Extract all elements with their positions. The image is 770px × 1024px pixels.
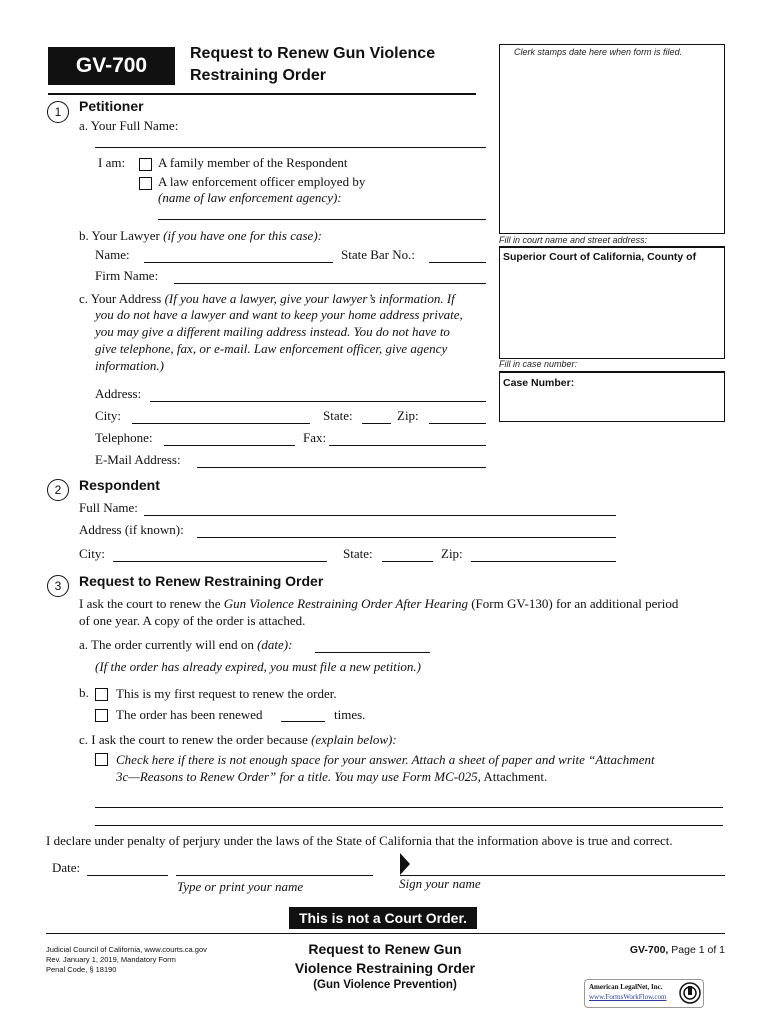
renew-intro-line1: I ask the court to renew the Gun Violence Restraining Order After Hearing (Form GV-130) for an additional period — [79, 596, 679, 611]
page-number: GV-700, Page 1 of 1 — [629, 944, 725, 956]
firm-name-label: Firm Name: — [95, 268, 159, 283]
address-instructions-5: information.) — [95, 358, 164, 373]
agency-hint: (name of law enforcement agency): — [158, 190, 342, 205]
reasons-line-1[interactable] — [95, 807, 723, 808]
respondent-state-field[interactable] — [382, 561, 433, 562]
expired-note: (If the order has already expired, you must file a new petition.) — [95, 659, 422, 674]
petitioner-name-field[interactable] — [95, 147, 486, 148]
telephone-label: Telephone: — [95, 430, 153, 445]
respondent-address-field[interactable] — [197, 537, 616, 538]
form-id-badge: GV-700 — [48, 47, 175, 85]
signature-caption: Sign your name — [399, 876, 481, 891]
city-field[interactable] — [132, 423, 310, 424]
vendor-name: American LegalNet, Inc. — [589, 983, 663, 991]
respondent-zip-field[interactable] — [471, 561, 616, 562]
vendor-stamp — [584, 979, 704, 1008]
city-label: City: — [95, 408, 122, 423]
first-request-label: This is my first request to renew the order. — [116, 686, 337, 701]
respondent-state-label: State: — [343, 546, 373, 561]
form-title-line2: Restraining Order — [190, 67, 327, 84]
firm-name-field[interactable] — [174, 283, 486, 284]
case-label: Fill in case number: — [499, 359, 578, 369]
law-enforcement-label: A law enforcement officer employed by — [158, 174, 366, 189]
footer-left-2: Rev. January 1, 2019, Mandatory Form — [46, 955, 176, 964]
zip-label: Zip: — [397, 408, 419, 423]
family-member-checkbox[interactable] — [139, 158, 152, 171]
respondent-name-label: Full Name: — [79, 500, 138, 515]
clerk-stamp-box — [499, 44, 725, 234]
vendor-logo-icon — [679, 982, 701, 1004]
reasons-line-2[interactable] — [95, 825, 723, 826]
respondent-address-label: Address (if known): — [79, 522, 184, 537]
declaration-text: I declare under penalty of perjury under the laws of the State of California that the information above is true and correct. — [46, 833, 673, 848]
signature-arrow-icon — [400, 853, 410, 875]
zip-field[interactable] — [429, 423, 486, 424]
end-date-field[interactable] — [315, 652, 430, 653]
header-rule — [48, 93, 476, 95]
case-number-label: Case Number: — [503, 377, 575, 389]
times-renewed-field[interactable] — [281, 721, 325, 722]
i-am-label: I am: — [98, 155, 126, 170]
respondent-name-field[interactable] — [144, 515, 616, 516]
print-name-caption: Type or print your name — [177, 879, 304, 894]
address-instructions-1: c. Your Address (If you have a lawyer, give your lawyer’s information. If — [79, 291, 455, 306]
fax-label: Fax: — [303, 430, 327, 445]
court-label: Fill in court name and street address: — [499, 235, 648, 245]
family-member-label: A family member of the Respondent — [158, 155, 348, 170]
law-enforcement-checkbox[interactable] — [139, 177, 152, 190]
footer-title-1: Request to Renew Gun — [308, 941, 462, 957]
email-field[interactable] — [197, 467, 486, 468]
state-field[interactable] — [362, 423, 391, 424]
respondent-city-field[interactable] — [113, 561, 327, 562]
section-1-title: Petitioner — [79, 98, 144, 114]
address-instructions-3: you may give a different mailing address instead. You do not have to — [95, 324, 450, 339]
court-name: Superior Court of California, County of — [503, 251, 697, 263]
fax-field[interactable] — [329, 445, 486, 446]
address-label: Address: — [95, 386, 142, 401]
first-request-checkbox[interactable] — [95, 688, 108, 701]
address-instructions-2: you do not have a lawyer and want to keep your home address private, — [95, 307, 463, 322]
end-date-label: a. The order currently will end on (date): — [79, 637, 293, 652]
renewed-before-checkbox[interactable] — [95, 709, 108, 722]
address-field[interactable] — [150, 401, 486, 402]
vendor-url[interactable]: www.FormsWorkFlow.com — [589, 993, 667, 1001]
email-label: E-Mail Address: — [95, 452, 181, 467]
footer-left-3: Penal Code, § 18190 — [46, 965, 117, 974]
state-label: State: — [323, 408, 353, 423]
respondent-zip-label: Zip: — [441, 546, 463, 561]
clerk-note: Clerk stamps date here when form is filed. — [514, 47, 683, 57]
renewed-before-label: The order has been renewed — [116, 707, 263, 722]
telephone-field[interactable] — [164, 445, 295, 446]
agency-field[interactable] — [158, 219, 486, 220]
attachment-note-line2: 3c—Reasons to Renew Order” for a title. You may use Form MC-025, Attachment. — [116, 769, 548, 784]
section-2-number: 2 — [47, 479, 69, 501]
footer-title-3: (Gun Violence Prevention) — [313, 979, 457, 991]
date-label: Date: — [52, 860, 81, 875]
attachment-note-line1: Check here if there is not enough space for your answer. Attach a sheet of paper and write “Attachment — [116, 752, 655, 767]
section-3-number: 3 — [47, 575, 69, 597]
not-court-order-banner: This is not a Court Order. — [289, 907, 477, 929]
state-bar-field[interactable] — [429, 262, 486, 263]
renew-intro-line2: of one year. A copy of the order is attached. — [79, 613, 306, 628]
address-instructions-4: give telephone, fax, or e-mail. Law enforcement officer, give agency — [95, 341, 448, 356]
form-title-line1: Request to Renew Gun Violence — [190, 45, 436, 62]
footer-left-1: Judicial Council of California, www.courts.ca.gov — [46, 945, 207, 954]
reasons-label: c. I ask the court to renew the order because (explain below): — [79, 732, 397, 747]
footer-title-2: Violence Restraining Order — [294, 960, 476, 976]
lawyer-name-label: Name: — [95, 247, 130, 262]
lawyer-label: b. Your Lawyer (if you have one for this case): — [79, 228, 322, 243]
b-label: b. — [79, 685, 89, 700]
lawyer-name-field[interactable] — [144, 262, 333, 263]
footer-rule — [46, 933, 725, 934]
section-1-number: 1 — [47, 101, 69, 123]
date-field[interactable] — [87, 875, 168, 876]
state-bar-label: State Bar No.: — [341, 247, 416, 262]
times-label: times. — [334, 707, 366, 722]
respondent-city-label: City: — [79, 546, 106, 561]
attachment-checkbox[interactable] — [95, 753, 108, 766]
full-name-label: a. Your Full Name: — [79, 118, 179, 133]
section-3-title: Request to Renew Restraining Order — [79, 573, 324, 589]
section-2-title: Respondent — [79, 477, 160, 493]
print-name-field[interactable] — [176, 875, 373, 876]
